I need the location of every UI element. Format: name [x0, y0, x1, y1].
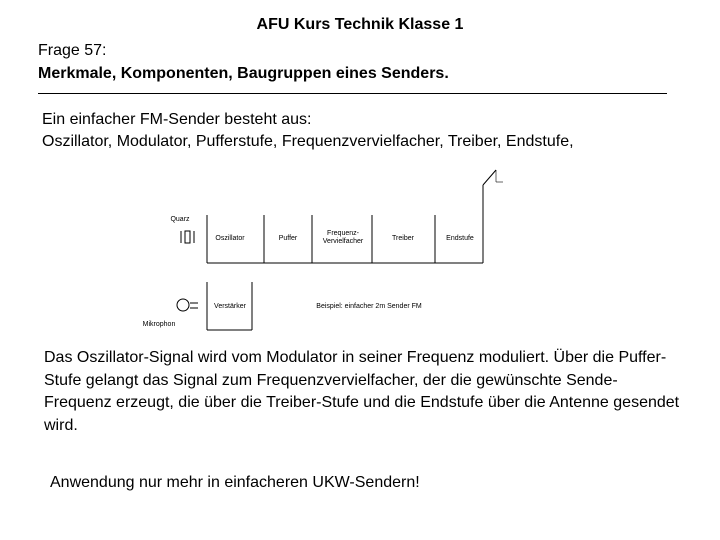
- quarz-label: Quarz: [170, 216, 190, 223]
- block-label-multiplier-1: Frequenz-: [327, 230, 359, 237]
- amplifier-label: Verstärker: [214, 303, 246, 310]
- block-label-multiplier-2: Vervielfacher: [322, 238, 364, 245]
- intro-line-1: Ein einfacher FM-Sender besteht aus:: [42, 111, 312, 128]
- microphone-icon: [177, 299, 189, 311]
- question-title: Merkmale, Komponenten, Baugruppen eines Senders.: [38, 65, 449, 82]
- block-label-final-stage: Endstufe: [446, 235, 474, 242]
- block-label-oscillator: Oszillator: [215, 235, 245, 242]
- intro-line-2: Oszillator, Modulator, Pufferstufe, Frequenzvervielfacher, Treiber, Endstufe,: [42, 133, 574, 150]
- block-label-driver: Treiber: [392, 235, 414, 242]
- microphone-label: Mikrophon: [142, 321, 176, 328]
- page-header-title: AFU Kurs Technik Klasse 1: [256, 16, 464, 33]
- diagram-caption: Beispiel: einfacher 2m Sender FM: [316, 303, 422, 310]
- quartz-icon: [185, 231, 190, 243]
- question-number: Frage 57:: [38, 42, 107, 59]
- application-note: Anwendung nur mehr in einfacheren UKW-Sendern!: [50, 474, 420, 491]
- block-label-buffer: Puffer: [278, 235, 298, 242]
- description-paragraph: Das Oszillator-Signal wird vom Modulator in seiner Frequenz moduliert. Über die Puffer-Stufe gelangt das Signal zum Frequenzvervielfacher, der die gewünschte Sende-Frequenz erzeugt, die über die Treiber-Stufe und die Endstufe über die Antenne gesendet wird.: [44, 349, 680, 434]
